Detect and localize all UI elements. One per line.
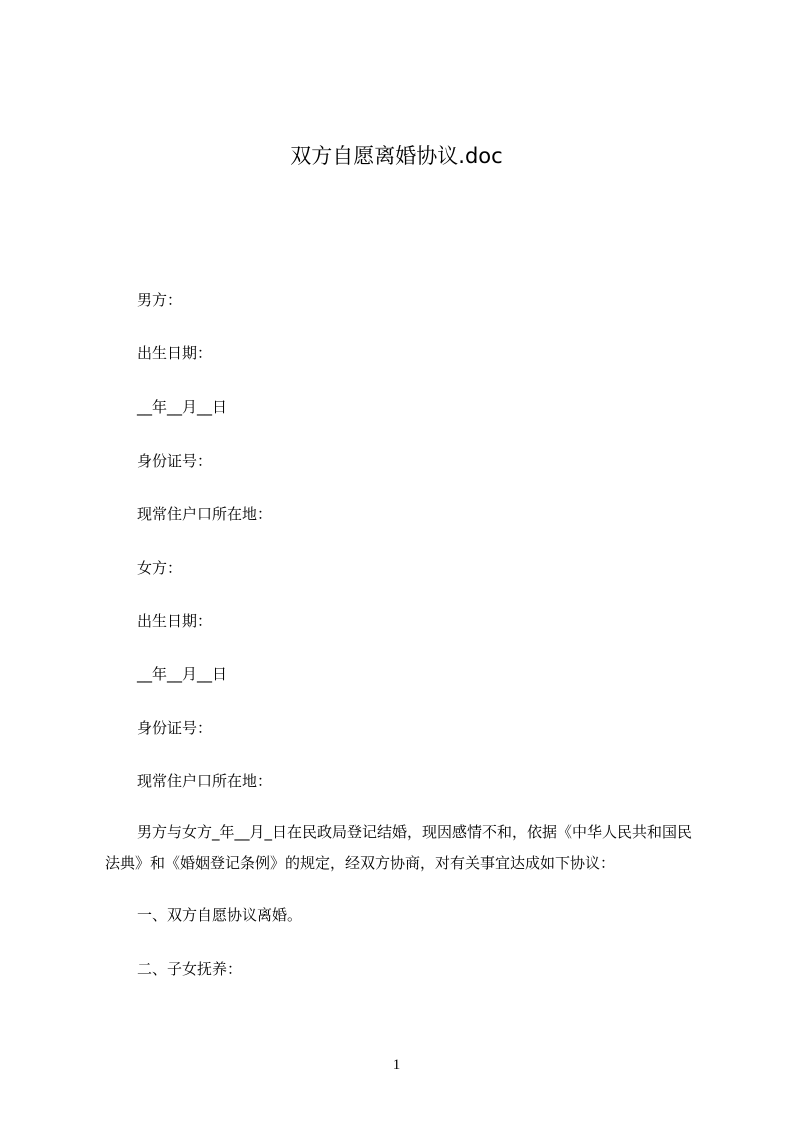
document-title: 双方自愿离婚协议.doc bbox=[290, 144, 503, 168]
section-two-heading: 二、子女抚养： bbox=[137, 960, 243, 978]
female-id-number-label: 身份证号： bbox=[137, 719, 213, 737]
page-number: 1 bbox=[392, 1057, 401, 1073]
male-residence-label: 现常住户口所在地： bbox=[137, 505, 273, 523]
male-birth-date-label: 出生日期： bbox=[137, 344, 213, 362]
male-party-label: 男方： bbox=[137, 291, 183, 309]
male-birth-date-blank: __年__月__日 bbox=[137, 398, 228, 416]
section-one-heading: 一、双方自愿协议离婚。 bbox=[137, 906, 303, 924]
agreement-intro-paragraph: 男方与女方_年__月_日在民政局登记结婚，现因感情不和，依据《中华人民共和国民法典》和《婚姻登记条例》的规定，经双方协商，对有关事宜达成如下协议： bbox=[105, 823, 693, 872]
female-birth-date-label: 出生日期： bbox=[137, 612, 213, 630]
female-party-label: 女方： bbox=[137, 559, 183, 577]
female-birth-date-blank: __年__月__日 bbox=[137, 665, 228, 683]
female-residence-label: 现常住户口所在地： bbox=[137, 772, 273, 790]
male-id-number-label: 身份证号： bbox=[137, 452, 213, 470]
